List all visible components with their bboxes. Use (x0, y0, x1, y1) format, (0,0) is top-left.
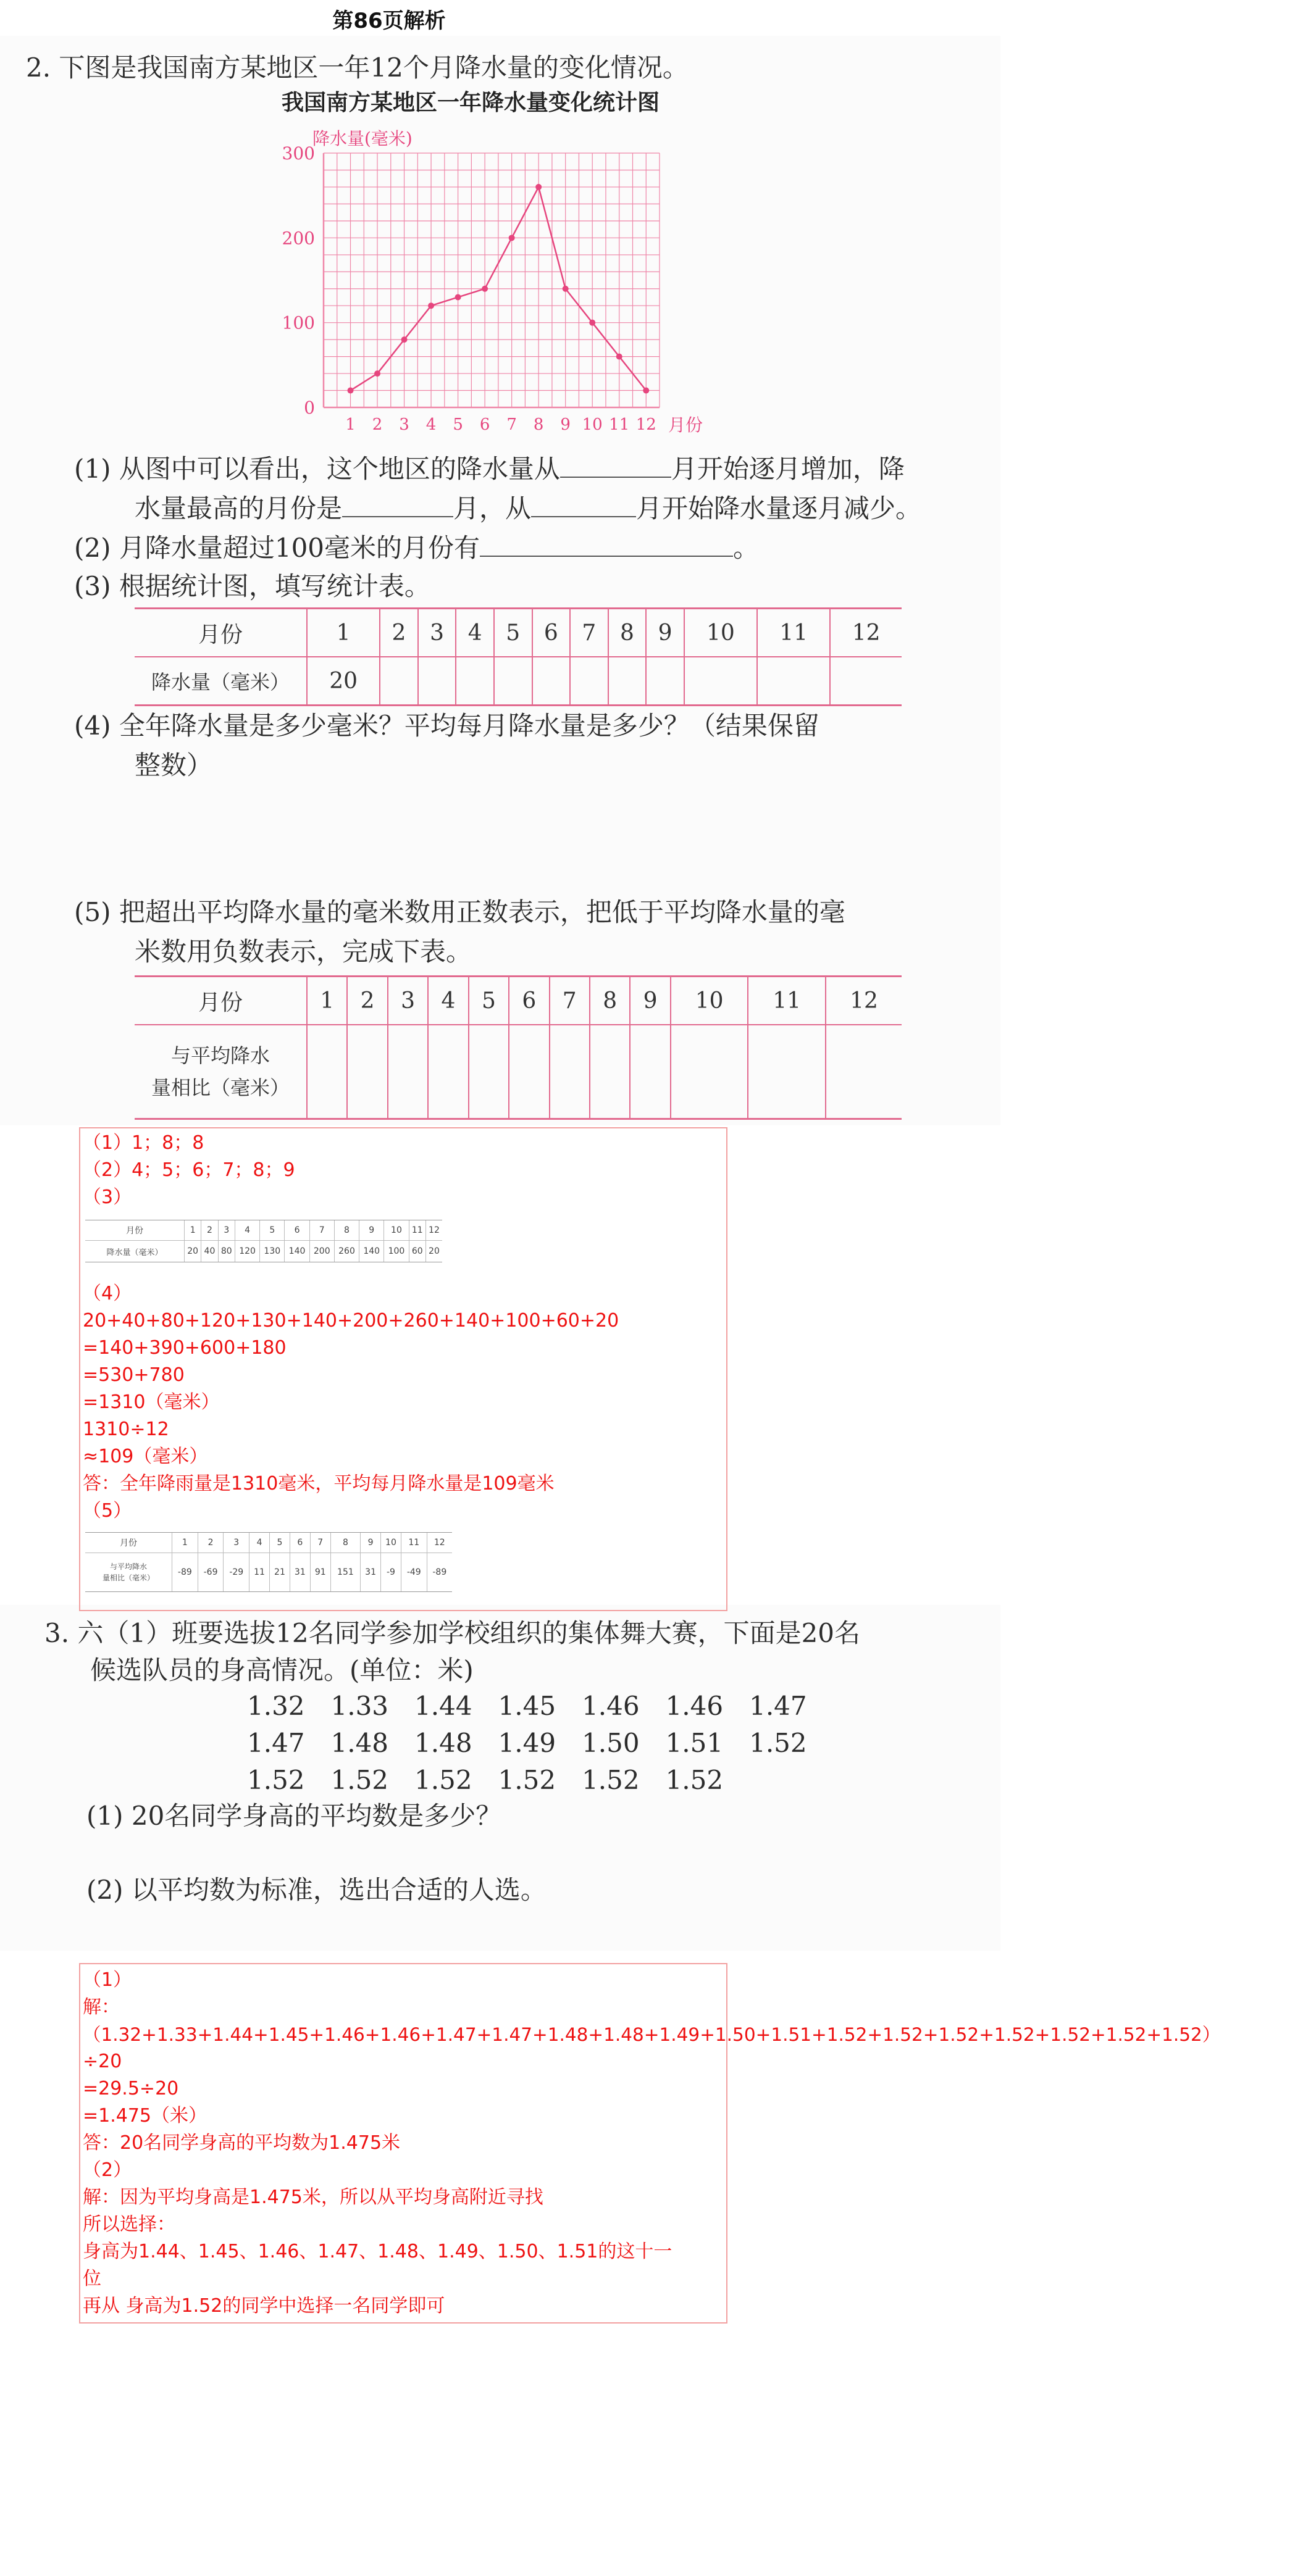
table-row (85, 1553, 452, 1592)
empty-cell[interactable] (428, 1025, 468, 1119)
value-cell: 130 (260, 1241, 285, 1262)
y-tick-label: 300 (282, 143, 315, 164)
q2-sub4-line2: 整数） (135, 750, 213, 780)
value-cell: 80 (218, 1241, 235, 1262)
month-cell: 3 (388, 977, 428, 1025)
data-point (374, 370, 380, 377)
month-cell: 8 (330, 1533, 360, 1553)
table-row (85, 1220, 442, 1241)
x-tick-label: 9 (560, 415, 571, 434)
value-cell: 151 (330, 1553, 360, 1592)
q3-heights-row1: 1.32 1.33 1.44 1.45 1.46 1.46 1.47 (247, 1691, 807, 1721)
row-label-line: 与平均降水 (170, 1044, 270, 1067)
empty-cell[interactable] (630, 1025, 670, 1119)
q2-sub1-text-d: 月，从 (453, 493, 532, 523)
answer-line: （1）1；8；8 (83, 1132, 204, 1154)
month-cell: 4 (456, 609, 494, 657)
answer-line: =140+390+600+180 (83, 1337, 287, 1359)
month-cell: 5 (469, 977, 509, 1025)
q3-heights-row2: 1.47 1.48 1.48 1.49 1.50 1.51 1.52 (247, 1728, 807, 1758)
month-cell: 11 (401, 1533, 427, 1553)
answer-line: =1310（毫米） (83, 1391, 220, 1413)
x-axis-label: 月份 (668, 415, 703, 435)
month-cell: 8 (334, 1220, 359, 1241)
empty-cell[interactable] (347, 1025, 387, 1119)
month-cell: 12 (826, 977, 902, 1025)
month-cell: 1 (172, 1533, 198, 1553)
month-cell: 1 (185, 1220, 201, 1241)
answer-line: 答：全年降雨量是1310毫米，平均每月降水量是109毫米 (83, 1473, 555, 1494)
q2-sub5-line1: (5) 把超出平均降水量的毫米数用正数表示，把低于平均降水量的毫 (74, 897, 845, 927)
table-row (135, 977, 902, 1025)
q3-stem-line2: 候选队员的身高情况。(单位：米) (90, 1655, 474, 1685)
empty-cell[interactable] (826, 1025, 902, 1119)
answer-line: 所以选择： (83, 2214, 175, 2235)
month-cell: 11 (409, 1220, 425, 1241)
answer-line: 再从 身高为1.52的同学中选择一名同学即可 (83, 2295, 445, 2317)
difference-table (135, 975, 902, 1120)
value-cell: -89 (427, 1553, 452, 1592)
q3-stem-line1: 3. 六（1）班要选拔12名同学参加学校组织的集体舞大赛，下面是20名 (44, 1618, 861, 1648)
data-point (428, 302, 434, 309)
row-label-cell (135, 1025, 307, 1119)
q2-stem: 2. 下图是我国南方某地区一年12个月降水量的变化情况。 (26, 52, 689, 83)
month-cell: 10 (671, 977, 748, 1025)
value-cell: 260 (334, 1241, 359, 1262)
q2-sub1-text-b: 月开始逐月增加，降 (671, 454, 905, 484)
month-cell: 1 (307, 609, 380, 657)
answer-line: ÷20 (83, 2051, 122, 2072)
value-cell: 140 (359, 1241, 384, 1262)
data-point (482, 286, 488, 292)
empty-cell[interactable] (646, 657, 684, 706)
empty-cell[interactable] (509, 1025, 549, 1119)
value-cell: 31 (290, 1553, 310, 1592)
q2-sub1-blank-max[interactable] (342, 491, 453, 517)
value-cell: 200 (309, 1241, 334, 1262)
month-cell: 2 (347, 977, 387, 1025)
table-row (135, 609, 902, 657)
row-label-line: 量相比（毫米） (151, 1076, 290, 1099)
empty-cell[interactable] (757, 657, 830, 706)
q2-sub1-text-e: 月开始降水量逐月减少。 (636, 493, 922, 523)
empty-cell[interactable] (388, 1025, 428, 1119)
answer-line: =1.475（米） (83, 2105, 207, 2127)
month-cell: 6 (532, 609, 571, 657)
month-cell: 6 (285, 1220, 309, 1241)
value-cell: -29 (224, 1553, 249, 1592)
month-cell: 5 (494, 609, 532, 657)
answer-line: 1310÷12 (83, 1419, 169, 1440)
answer-line: 答：20名同学身高的平均数为1.475米 (83, 2132, 401, 2154)
data-point (455, 294, 461, 300)
q2-sub3: (3) 根据统计图，填写统计表。 (74, 571, 430, 601)
answer-line: 身高为1.44、1.45、1.46、1.47、1.48、1.49、1.50、1.51的这十一 (83, 2241, 672, 2262)
x-tick-label: 3 (399, 415, 409, 434)
month-cell: 8 (608, 609, 647, 657)
y-tick-label: 200 (282, 228, 315, 249)
value-cell: 91 (310, 1553, 330, 1592)
empty-cell[interactable] (307, 1025, 347, 1119)
empty-cell[interactable] (671, 1025, 748, 1119)
value-cell: -89 (172, 1553, 198, 1592)
rainfall-line-chart (272, 117, 716, 438)
chart-axis-labels (282, 128, 703, 435)
answer-line: （2）4；5；6；7；8；9 (83, 1159, 295, 1181)
table-row (135, 657, 902, 706)
month-cell: 7 (570, 609, 608, 657)
month-cell: 4 (235, 1220, 259, 1241)
answer-rainfall-table (85, 1220, 442, 1262)
row-label-cell (85, 1553, 172, 1592)
q3-heights-row3: 1.52 1.52 1.52 1.52 1.52 1.52 (247, 1765, 724, 1795)
empty-cell[interactable] (570, 657, 608, 706)
value-cell: 20 (185, 1241, 201, 1262)
table-header-cell: 月份 (85, 1220, 185, 1241)
month-cell: 3 (224, 1533, 249, 1553)
month-cell: 3 (218, 1220, 235, 1241)
empty-cell[interactable] (494, 657, 532, 706)
month-cell: 9 (359, 1220, 384, 1241)
x-tick-label: 10 (582, 415, 603, 434)
answer-line: 位 (83, 2268, 101, 2290)
value-cell: 140 (285, 1241, 309, 1262)
answer-line: （1） (83, 1969, 132, 1991)
answer-line: 解：因为平均身高是1.475米，所以从平均身高附近寻找 (83, 2186, 543, 2208)
month-cell: 12 (830, 609, 902, 657)
month-cell: 4 (428, 977, 468, 1025)
month-cell: 10 (684, 609, 757, 657)
y-axis-label: 降水量(毫米) (312, 128, 413, 149)
data-point (563, 286, 569, 292)
answer-q2-top (83, 1130, 295, 1211)
empty-cell[interactable] (748, 1025, 826, 1119)
empty-cell[interactable] (590, 1025, 630, 1119)
value-cell: -69 (198, 1553, 224, 1592)
month-cell: 9 (361, 1533, 381, 1553)
empty-cell[interactable] (532, 657, 571, 706)
month-cell: 10 (381, 1533, 401, 1553)
rainfall-table (135, 607, 902, 706)
answer-line: =530+780 (83, 1364, 185, 1386)
value-cell: 120 (235, 1241, 259, 1262)
q2-sub1-blank-decrease[interactable] (531, 491, 636, 517)
row-label-cell: 降水量（毫米） (85, 1241, 185, 1262)
answer-line: ≈109（毫米） (83, 1446, 208, 1467)
q2-sub1-text-c: 水量最高的月份是 (135, 493, 343, 523)
data-point (535, 184, 542, 190)
empty-cell[interactable] (469, 1025, 509, 1119)
empty-cell[interactable] (684, 657, 757, 706)
month-cell: 6 (509, 977, 549, 1025)
month-cell: 3 (418, 609, 456, 657)
table-header-cell: 月份 (135, 977, 307, 1025)
empty-cell[interactable] (608, 657, 647, 706)
month-cell: 2 (380, 609, 418, 657)
data-point (509, 235, 515, 241)
row-label-cell: 降水量（毫米） (135, 657, 307, 706)
value-cell: 21 (270, 1553, 290, 1592)
month-cell: 1 (307, 977, 347, 1025)
month-cell: 5 (270, 1533, 290, 1553)
answer-q3 (83, 1967, 1220, 2320)
answer-line: =29.5÷20 (83, 2078, 179, 2099)
empty-cell[interactable] (550, 1025, 590, 1119)
row-label-line: 量相比（毫米） (102, 1574, 154, 1582)
answer-line: 20+40+80+120+130+140+200+260+140+100+60+20 (83, 1310, 619, 1332)
chart-title: 我国南方某地区一年降水量变化统计图 (282, 90, 660, 115)
row-label-line: 与平均降水 (109, 1562, 147, 1571)
empty-cell[interactable] (418, 657, 456, 706)
value-cell: 40 (201, 1241, 218, 1262)
table-row (85, 1533, 452, 1553)
month-cell: 5 (260, 1220, 285, 1241)
month-cell: 9 (630, 977, 670, 1025)
value-cell: -49 (401, 1553, 427, 1592)
month-cell: 12 (425, 1220, 442, 1241)
q2-sub1-line1 (74, 449, 905, 489)
value-cell: 11 (249, 1553, 270, 1592)
y-tick-label: 100 (282, 312, 315, 333)
table-row (85, 1241, 442, 1262)
month-cell: 11 (757, 609, 830, 657)
data-point (589, 320, 595, 326)
empty-cell[interactable] (830, 657, 902, 706)
empty-cell[interactable] (380, 657, 418, 706)
answer-line: （3） (83, 1186, 132, 1208)
y-tick-label: 0 (304, 398, 315, 418)
q2-sub2-line (74, 528, 759, 568)
q2-sub1-text-a: (1) 从图中可以看出，这个地区的降水量从 (74, 454, 560, 484)
x-tick-label: 2 (372, 415, 383, 434)
x-tick-label: 12 (635, 415, 656, 434)
answer-line: 解： (83, 1996, 120, 2018)
answer-line: （2） (83, 2159, 132, 2181)
empty-cell[interactable] (456, 657, 494, 706)
q2-sub4-line1: (4) 全年降水量是多少毫米？平均每月降水量是多少？（结果保留 (74, 711, 819, 741)
data-point (616, 354, 622, 360)
month-cell: 2 (201, 1220, 218, 1241)
value-cell: -9 (381, 1553, 401, 1592)
value-cell: 31 (361, 1553, 381, 1592)
answer-q2-middle (83, 1280, 619, 1525)
month-cell: 2 (198, 1533, 224, 1553)
chart-grid (324, 153, 660, 407)
answer-difference-table (85, 1532, 452, 1592)
q2-sub2-blank[interactable] (480, 531, 733, 557)
value-cell: 20 (307, 657, 380, 706)
data-point (348, 388, 354, 394)
table-row (135, 1025, 902, 1119)
month-cell: 7 (309, 1220, 334, 1241)
month-cell: 7 (310, 1533, 330, 1553)
q2-sub1-line2 (135, 489, 921, 528)
page-title: 第86页解析 (332, 9, 446, 33)
answer-line: （1.32+1.33+1.44+1.45+1.46+1.46+1.47+1.47+1.48+1.48+1.49+1.50+1.51+1.52+1.52+1.52+1.52+1.52+1.52+1.52） (83, 2024, 1221, 2045)
q2-sub2-text-b: 。 (733, 533, 760, 563)
value-cell: 20 (425, 1241, 442, 1262)
q3-sub2: (2) 以平均数为标准，选出合适的人选。 (86, 1875, 547, 1905)
q2-sub5-line2: 米数用负数表示，完成下表。 (135, 936, 472, 967)
data-point (643, 388, 649, 394)
q2-sub1-blank-start[interactable] (560, 452, 671, 478)
month-cell: 12 (427, 1533, 452, 1553)
value-cell: 60 (409, 1241, 425, 1262)
q3-sub1: (1) 20名同学身高的平均数是多少？ (86, 1801, 502, 1831)
answer-line: （4） (83, 1283, 132, 1304)
x-tick-label: 7 (506, 415, 517, 434)
x-tick-label: 1 (345, 415, 356, 434)
x-tick-label: 8 (533, 415, 544, 434)
q2-sub2-text-a: (2) 月降水量超过100毫米的月份有 (74, 533, 480, 563)
data-point (401, 336, 408, 343)
x-tick-label: 6 (479, 415, 490, 434)
month-cell: 7 (550, 977, 590, 1025)
table-header-cell: 月份 (135, 609, 307, 657)
value-cell: 100 (384, 1241, 409, 1262)
answer-line: （5） (83, 1500, 132, 1522)
month-cell: 11 (748, 977, 826, 1025)
table-header-cell: 月份 (85, 1533, 172, 1553)
month-cell: 6 (290, 1533, 310, 1553)
month-cell: 8 (590, 977, 630, 1025)
x-tick-label: 4 (425, 415, 437, 434)
month-cell: 4 (249, 1533, 270, 1553)
x-tick-label: 11 (609, 415, 630, 434)
month-cell: 9 (646, 609, 684, 657)
x-tick-label: 5 (453, 415, 463, 434)
month-cell: 10 (384, 1220, 409, 1241)
